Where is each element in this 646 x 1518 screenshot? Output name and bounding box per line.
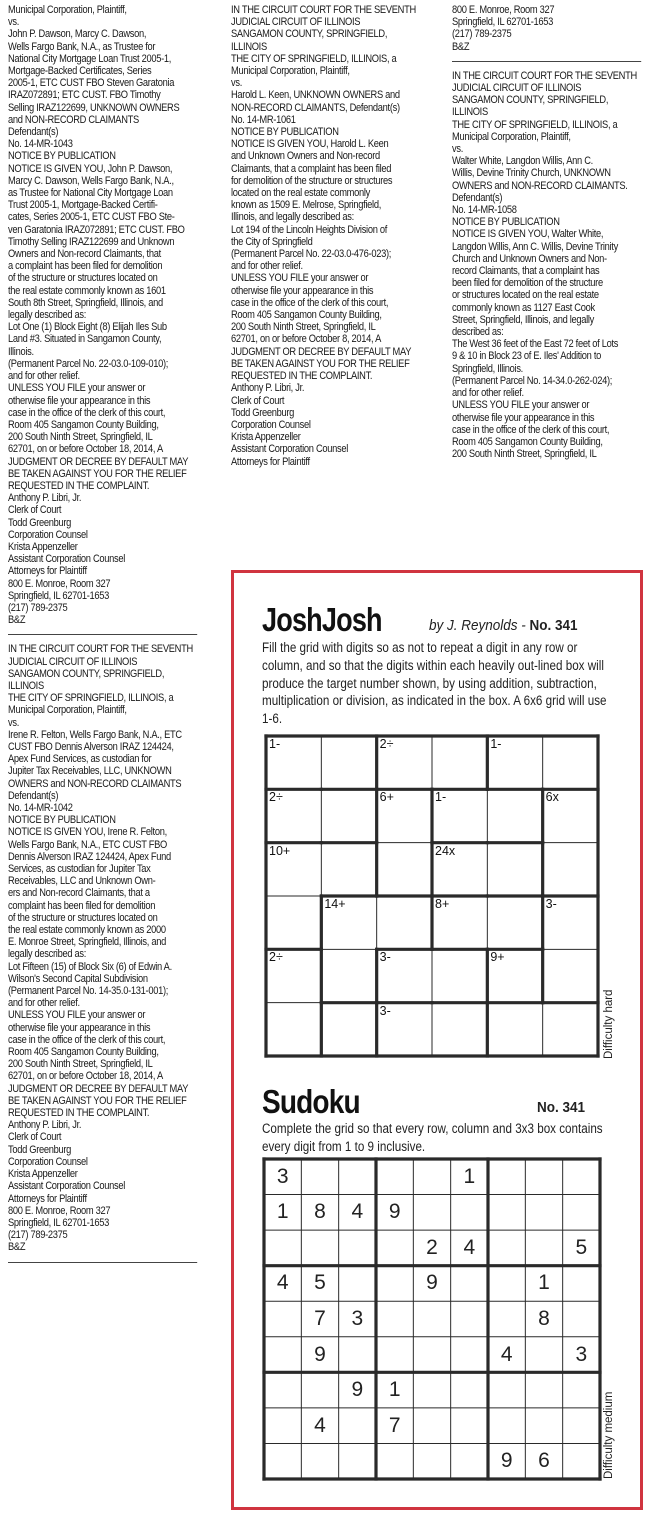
sudoku-given-cell[interactable]: 7: [314, 1306, 326, 1330]
joshjosh-grid[interactable]: [266, 736, 598, 1056]
notice-line: and for other relief.: [8, 370, 80, 383]
notice-line: OWNERS and NON-RECORD CLAIMANTS.: [452, 179, 628, 192]
notice-line: vs.: [231, 77, 242, 90]
notice-line: (Permanent Parcel No. 14-34.0-262-024);: [452, 374, 613, 387]
notice-line: ILLINOIS: [231, 40, 267, 53]
notice-line: the City of Springfield: [231, 235, 313, 248]
notice-line: BE TAKEN AGAINST YOU FOR THE RELIEF: [8, 1094, 187, 1107]
sudoku-given-cell[interactable]: 9: [351, 1378, 364, 1402]
sudoku-given-cell[interactable]: 1: [388, 1378, 401, 1402]
notice-line: (217) 789-2375: [8, 601, 68, 614]
sudoku-given-cell[interactable]: 1: [538, 1271, 550, 1295]
notice-line: Krista Appenzeller: [8, 540, 78, 553]
notice-line: BE TAKEN AGAINST YOU FOR THE RELIEF: [8, 467, 187, 480]
cage-clue: 24x: [435, 843, 456, 858]
sudoku-title: Sudoku: [262, 1083, 360, 1120]
notice-line: known as 1509 E. Melrose, Springfield,: [231, 199, 381, 212]
joshjosh-author: by J. Reynolds -: [429, 617, 530, 634]
notice-line: record Claimants, that a complaint has: [452, 265, 600, 278]
notice-line: Springfield, Illinois.: [452, 362, 523, 375]
sudoku-given-cell[interactable]: 6: [538, 1449, 550, 1473]
notice-line: 62701, on or before October 18, 2014, A: [8, 1070, 163, 1083]
joshjosh-number: No. 341: [529, 617, 578, 634]
sudoku-given-cell[interactable]: 4: [276, 1271, 289, 1295]
sudoku-given-cell[interactable]: 8: [314, 1200, 326, 1224]
notice-line: NON-RECORD CLAIMANTS, Defendant(s): [231, 101, 400, 114]
sudoku-grid[interactable]: [264, 1159, 600, 1479]
notice-line: 62701, on or before October 8, 2014, A: [231, 333, 382, 346]
notice-line: otherwise file your appearance in this: [231, 284, 374, 297]
notice-line: Lot 194 of the Lincoln Heights Division of: [231, 223, 388, 236]
notice-line: Springfield, IL 62701-1653: [452, 16, 554, 29]
column-2: [231, 4, 423, 468]
sudoku-given-cell[interactable]: 3: [575, 1342, 588, 1366]
notice-line: ILLINOIS: [452, 106, 488, 119]
notice-line: Anthony P. Libri, Jr.: [231, 382, 305, 395]
notice-line: Clerk of Court: [8, 1131, 62, 1144]
notice-line: Todd Greenburg: [8, 1143, 72, 1156]
notice-line: Land #3. Situated in Sangamon County,: [8, 333, 162, 346]
notice-line: NOTICE BY PUBLICATION: [8, 814, 116, 827]
notice-line: described as:: [452, 326, 504, 339]
notice-line: Room 405 Sangamon County Building,: [231, 309, 382, 322]
notice-line: complaint has been filed for demolition: [8, 899, 156, 912]
notice-line: South 8th Street, Springfield, Illinois, and: [8, 296, 163, 309]
notice-line: Room 405 Sangamon County Building,: [452, 435, 603, 448]
notice-line: Langdon Willis, Ann C. Willis, Devine Trinity: [452, 240, 618, 253]
sudoku-given-cell[interactable]: 7: [388, 1413, 401, 1437]
notice-line: of the structure or structures located on: [8, 272, 158, 285]
cage-clue: 2÷: [269, 950, 283, 965]
notice-line: vs.: [452, 143, 463, 156]
sudoku-given-cell[interactable]: 4: [351, 1200, 364, 1224]
legal-notice-1043: [8, 4, 197, 626]
notice-line: case in the office of the clerk of this court,: [231, 296, 389, 309]
sudoku-given-cell[interactable]: 9: [500, 1449, 513, 1473]
notice-line: Lot One (1) Block Eight (8) Elijah Iles Sub: [8, 321, 167, 334]
cage-clue: 1-: [435, 790, 447, 805]
cage-clue: 2÷: [379, 737, 394, 751]
notice-line: UNLESS YOU FILE your answer or: [8, 382, 146, 395]
notice-line: Defendant(s): [8, 789, 59, 802]
notice-line: UNLESS YOU FILE your answer or: [8, 1009, 146, 1022]
notice-line: ers and Non-record Claimants, that a: [8, 887, 150, 900]
notice-line: 800 E. Monroe, Room 327: [452, 4, 555, 16]
cage-clue: 3-: [379, 1003, 391, 1018]
sudoku-instructions: Complete the grid so that every row, column and 3x3 box contains every digit from 1 to 9 inclusive.: [262, 1121, 603, 1154]
divider: [8, 634, 197, 635]
notice-line: 800 E. Monroe, Room 327: [8, 577, 111, 590]
cage-clue: 6x: [545, 790, 559, 805]
sudoku-number: No. 341: [537, 1099, 586, 1116]
joshjosh-instructions: Fill the grid with digits so as not to repeat a digit in any row or column, and so that the digits within each heavily out-lined box will produce the target number shown, by using addition, subtraction, multiplication or division, as indicated in the box. A 6x6 grid will use 1-6.: [262, 640, 607, 727]
notice-line: Owners and Non-record Claimants, that: [8, 248, 161, 261]
notice-line: NOTICE IS GIVEN YOU, Harold L. Keen: [231, 138, 389, 151]
sudoku-given-cell[interactable]: 1: [463, 1164, 476, 1188]
notice-line: Defendant(s): [8, 126, 59, 139]
cage-clue: 14+: [324, 897, 346, 911]
sudoku-given-cell[interactable]: 5: [575, 1235, 588, 1259]
column-1: [8, 4, 197, 1271]
notice-line: REQUESTED IN THE COMPLAINT.: [231, 370, 373, 383]
notice-line: Attorneys for Plaintiff: [8, 565, 87, 578]
notice-line: ILLINOIS: [8, 679, 44, 692]
notice-line: No. 14-MR-1058: [452, 204, 517, 217]
notice-line: Jupiter Tax Receivables, LLC, UNKNOWN: [8, 765, 172, 778]
sudoku-given-cell[interactable]: 9: [388, 1200, 401, 1224]
notice-line: THE CITY OF SPRINGFIELD, ILLINOIS, a: [452, 118, 618, 131]
notice-line: case in the office of the clerk of this court,: [452, 423, 610, 436]
notice-line: Municipal Corporation, Plaintiff,: [452, 130, 571, 143]
kenken-lines: [266, 736, 598, 1056]
notice-line: (217) 789-2375: [452, 28, 512, 41]
notice-line: Clerk of Court: [231, 394, 285, 407]
notice-line: Illinois, and legally described as:: [231, 211, 354, 224]
cage-clue: 8+: [435, 897, 450, 911]
sudoku-lines: [264, 1159, 600, 1479]
notice-line: OWNERS and NON-RECORD CLAIMANTS: [8, 777, 182, 790]
notice-line: been filed for demolition of the structure: [452, 277, 603, 290]
notice-line: Receivables, LLC and Unknown Own-: [8, 875, 156, 888]
notice-line: (Permanent Parcel No. 22-03.0-109-010);: [8, 357, 169, 370]
notice-line: 800 E. Monroe, Room 327: [8, 1204, 111, 1217]
notice-line: JUDGMENT OR DECREE BY DEFAULT MAY: [8, 1082, 189, 1095]
notice-line: or structures located on the real estate: [452, 289, 599, 302]
notice-line: (217) 789-2375: [8, 1229, 68, 1242]
notice-line: National City Mortgage Loan Trust 2005-1,: [8, 52, 172, 65]
notice-line: No. 14-MR-1042: [8, 802, 73, 814]
notice-line: SANGAMON COUNTY, SPRINGFIELD,: [452, 94, 609, 107]
notice-line: Illinois.: [8, 345, 34, 358]
notice-line: Harold L. Keen, UNKNOWN OWNERS and: [231, 89, 400, 102]
notice-line: No. 14-MR-1061: [231, 113, 296, 126]
notice-line: for demolition of the structure or structures: [231, 174, 393, 187]
legal-notice-1042: [8, 643, 197, 1253]
notice-line: case in the office of the clerk of this court,: [8, 406, 166, 419]
legal-notice-end: [452, 4, 641, 53]
notice-line: Corporation Counsel: [8, 1155, 88, 1168]
notice-line: Timothy Selling IRAZ122699 and Unknown: [8, 235, 175, 248]
notice-line: Springfield, IL 62701-1653: [8, 589, 110, 602]
notice-line: NOTICE IS GIVEN YOU, John P. Dawson,: [8, 162, 173, 175]
notice-line: NOTICE IS GIVEN YOU, Walter White,: [452, 228, 604, 241]
notice-line: Defendant(s): [452, 191, 503, 204]
notice-line: E. Monroe Street, Springfield, Illinois, and: [8, 936, 166, 949]
notice-line: Room 405 Sangamon County Building,: [8, 418, 159, 431]
notice-line: vs.: [8, 16, 19, 29]
notice-line: IN THE CIRCUIT COURT FOR THE SEVENTH: [231, 4, 416, 16]
notice-line: IN THE CIRCUIT COURT FOR THE SEVENTH: [452, 69, 637, 82]
notice-line: Municipal Corporation, Plaintiff,: [8, 704, 127, 717]
notice-line: Krista Appenzeller: [231, 431, 301, 444]
notice-line: Anthony P. Libri, Jr.: [8, 492, 82, 505]
notice-line: REQUESTED IN THE COMPLAINT.: [8, 1107, 150, 1120]
legal-notice-1061: [231, 4, 423, 468]
notice-line: legally described as:: [8, 948, 87, 961]
sudoku-given-cell[interactable]: 5: [314, 1271, 326, 1295]
joshjosh-title: JoshJosh: [262, 601, 382, 638]
notice-line: B&Z: [8, 614, 26, 627]
notice-line: Claimants, that a complaint has been filed: [231, 162, 392, 175]
notice-line: (Permanent Parcel No. 22-03.0-476-023);: [231, 248, 392, 261]
cage-clue: 2÷: [269, 790, 283, 805]
notice-line: THE CITY OF SPRINGFIELD, ILLINOIS, a: [8, 692, 174, 705]
notice-line: Mortgage-Backed Certificates, Series: [8, 65, 152, 78]
notice-line: (Permanent Parcel No. 14-35.0-131-001);: [8, 985, 169, 998]
notice-line: 200 South Ninth Street, Springfield, IL: [231, 321, 376, 334]
notice-line: 200 South Ninth Street, Springfield, IL: [8, 431, 153, 444]
notice-line: Room 405 Sangamon County Building,: [8, 1046, 159, 1059]
sudoku-given-cell[interactable]: 9: [426, 1271, 438, 1295]
notice-line: NOTICE BY PUBLICATION: [452, 216, 560, 229]
notice-line: THE CITY OF SPRINGFIELD, ILLINOIS, a: [231, 52, 397, 65]
sudoku-given-cell[interactable]: 9: [314, 1342, 326, 1366]
notice-line: Walter White, Langdon Willis, Ann C.: [452, 155, 593, 168]
column-3: [452, 4, 641, 460]
notice-line: CUST FBO Dennis Alverson IRAZ 124424,: [8, 740, 174, 753]
notice-line: SANGAMON COUNTY, SPRINGFIELD,: [8, 667, 165, 680]
notice-line: The West 36 feet of the East 72 feet of Lots: [452, 338, 619, 351]
notice-line: a complaint has been filed for demolition: [8, 260, 163, 273]
cage-clue: 3-: [545, 897, 557, 911]
sudoku-given-cell[interactable]: 4: [314, 1413, 326, 1437]
notice-line: Marcy C. Dawson, Wells Fargo Bank, N.A.,: [8, 174, 174, 187]
notice-line: Willis, Devine Trinity Church, UNKNOWN: [452, 167, 611, 180]
notice-line: Services, as custodian for Jupiter Tax: [8, 863, 151, 876]
notice-line: otherwise file your appearance in this: [452, 411, 595, 424]
notice-line: ven Garatonia IRAZ072891; ETC CUST. FBO: [8, 223, 185, 236]
notice-line: and Unknown Owners and Non-record: [231, 150, 380, 163]
notice-line: vs.: [8, 716, 19, 729]
legal-notice-1058: [452, 70, 641, 461]
notice-line: Wilson's Second Capital Subdivision: [8, 972, 148, 985]
notice-line: 62701, on or before October 18, 2014, A: [8, 443, 163, 456]
notice-line: Springfield, IL 62701-1653: [8, 1216, 110, 1229]
notice-line: located on the real estate commonly: [231, 187, 370, 200]
notice-line: Street, Springfield, Illinois, and legally: [452, 313, 595, 326]
notice-line: Wells Fargo Bank, N.A., ETC CUST FBO: [8, 838, 168, 851]
notice-line: Anthony P. Libri, Jr.: [8, 1119, 82, 1132]
notice-line: JUDICIAL CIRCUIT OF ILLINOIS: [452, 82, 582, 95]
notice-line: Corporation Counsel: [8, 528, 88, 541]
cage-clue: 9+: [490, 950, 505, 965]
notice-line: Trust 2005-1, Mortgage-Backed Certifi-: [8, 199, 158, 212]
notice-line: Church and Unknown Owners and Non-: [452, 252, 607, 265]
joshjosh-byline: [429, 617, 578, 634]
notice-line: Todd Greenburg: [8, 516, 72, 529]
puzzle-box: [231, 570, 643, 1510]
notice-line: of the structure or structures located on: [8, 911, 158, 924]
notice-line: Assistant Corporation Counsel: [231, 443, 348, 456]
cage-clue: 3-: [379, 950, 391, 965]
notice-line: NOTICE BY PUBLICATION: [231, 126, 339, 139]
divider: [452, 61, 641, 62]
notice-line: Corporation Counsel: [231, 418, 311, 431]
notice-line: Clerk of Court: [8, 504, 62, 517]
notice-line: IRAZ072891; ETC CUST. FBO Timothy: [8, 89, 161, 102]
notice-line: cates, Series 2005-1, ETC CUST FBO Ste-: [8, 211, 175, 224]
notice-line: Attorneys for Plaintiff: [231, 455, 310, 468]
divider: [8, 1262, 197, 1263]
notice-line: 200 South Ninth Street, Springfield, IL: [8, 1058, 153, 1071]
notice-line: and for other relief.: [8, 997, 80, 1010]
joshjosh-difficulty: Difficulty hard: [603, 989, 615, 1059]
notice-line: BE TAKEN AGAINST YOU FOR THE RELIEF: [231, 357, 410, 370]
notice-line: Attorneys for Plaintiff: [8, 1192, 87, 1205]
notice-line: UNLESS YOU FILE your answer or: [452, 399, 590, 412]
notice-line: legally described as:: [8, 309, 87, 322]
notice-line: the real estate commonly known as 1601: [8, 284, 166, 297]
notice-line: commonly known as 1127 East Cook: [452, 301, 595, 314]
notice-line: Dennis Alverson IRAZ 124424, Apex Fund: [8, 850, 171, 863]
notice-line: Todd Greenburg: [231, 406, 295, 419]
sudoku-given-cell[interactable]: 3: [276, 1164, 289, 1188]
notice-line: Selling IRAZ122699, UNKNOWN OWNERS: [8, 101, 180, 114]
notice-line: B&Z: [8, 1241, 26, 1254]
notice-line: JUDICIAL CIRCUIT OF ILLINOIS: [8, 655, 138, 668]
notice-line: Wells Fargo Bank, N.A., as Trustee for: [8, 40, 156, 53]
notice-line: B&Z: [452, 40, 470, 53]
notice-line: 200 South Ninth Street, Springfield, IL: [452, 448, 597, 461]
sudoku-given-cell[interactable]: 4: [500, 1342, 513, 1366]
sudoku-given-cell[interactable]: 1: [276, 1200, 289, 1224]
notice-line: JUDICIAL CIRCUIT OF ILLINOIS: [231, 16, 361, 29]
notice-line: John P. Dawson, Marcy C. Dawson,: [8, 28, 147, 41]
notice-line: NOTICE IS GIVEN YOU, Irene R. Felton,: [8, 826, 167, 839]
notice-line: Municipal Corporation, Plaintiff,: [231, 65, 350, 78]
notice-line: Lot Fifteen (15) of Block Six (6) of Edwin A.: [8, 960, 172, 973]
notice-line: and NON-RECORD CLAIMANTS: [8, 113, 139, 126]
notice-line: Assistant Corporation Counsel: [8, 553, 125, 566]
notice-line: and for other relief.: [231, 260, 303, 273]
sudoku-difficulty: Difficulty medium: [603, 1391, 615, 1479]
notice-line: case in the office of the clerk of this court,: [8, 1033, 166, 1046]
sudoku-given-cell[interactable]: 8: [538, 1306, 550, 1330]
notice-line: Assistant Corporation Counsel: [8, 1180, 125, 1193]
notice-line: otherwise file your appearance in this: [8, 394, 151, 407]
notice-line: Apex Fund Services, as custodian for: [8, 753, 152, 766]
sudoku-given-cell[interactable]: 4: [463, 1235, 476, 1259]
notice-line: UNLESS YOU FILE your answer or: [231, 272, 369, 285]
notice-line: 9 & 10 in Block 23 of E. Iles' Addition to: [452, 350, 601, 363]
notice-line: the real estate commonly known as 2000: [8, 924, 166, 937]
notice-line: Irene R. Felton, Wells Fargo Bank, N.A., ETC: [8, 728, 182, 741]
notice-line: as Trustee for National City Mortgage Loan: [8, 187, 173, 200]
notice-line: REQUESTED IN THE COMPLAINT.: [8, 479, 150, 492]
notice-line: otherwise file your appearance in this: [8, 1021, 151, 1034]
cage-clue: 1-: [490, 737, 502, 751]
notice-line: Municipal Corporation, Plaintiff,: [8, 4, 127, 16]
notice-line: No. 14-MR-1043: [8, 138, 73, 151]
notice-line: and for other relief.: [452, 387, 524, 400]
notice-line: Krista Appenzeller: [8, 1168, 78, 1181]
cage-clue: 6+: [379, 790, 394, 805]
cage-clue: 1-: [269, 737, 281, 751]
sudoku-given-cell[interactable]: 3: [351, 1306, 364, 1330]
notice-line: SANGAMON COUNTY, SPRINGFIELD,: [231, 28, 388, 41]
notice-line: 2005-1, ETC CUST FBO Steven Garatonia: [8, 77, 175, 90]
notice-line: JUDGMENT OR DECREE BY DEFAULT MAY: [8, 455, 189, 468]
notice-line: JUDGMENT OR DECREE BY DEFAULT MAY: [231, 345, 412, 358]
sudoku-given-cell[interactable]: 2: [426, 1235, 438, 1259]
cage-clue: 10+: [269, 843, 291, 858]
notice-line: IN THE CIRCUIT COURT FOR THE SEVENTH: [8, 643, 193, 656]
notice-line: NOTICE BY PUBLICATION: [8, 150, 116, 163]
